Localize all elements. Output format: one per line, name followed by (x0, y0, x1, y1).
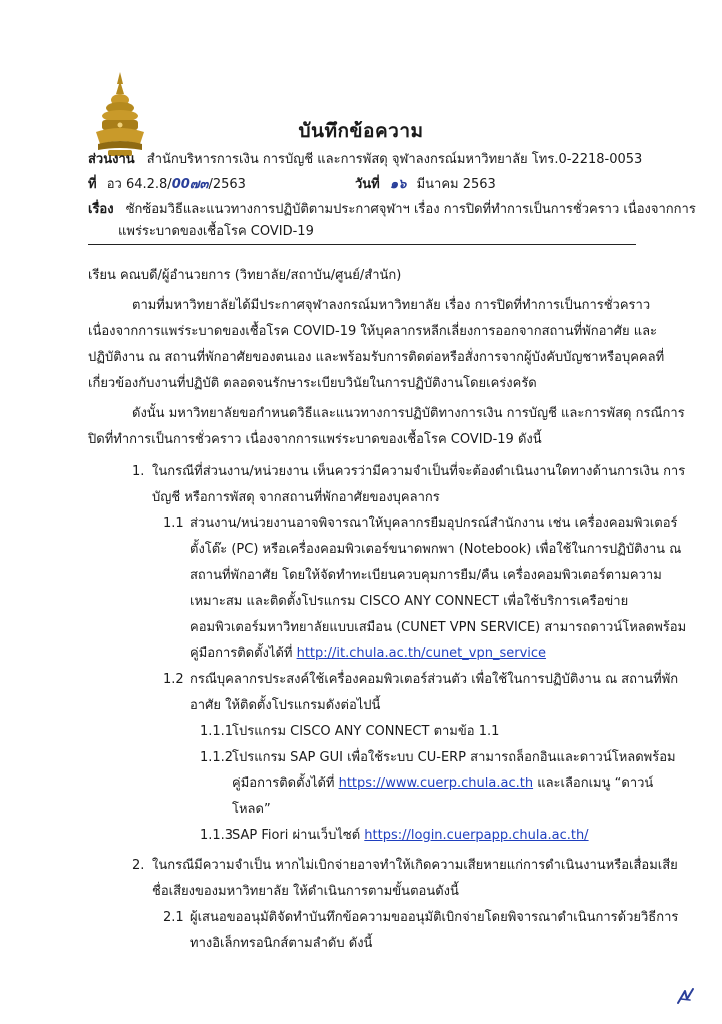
para1-line: เกี่ยวข้องกับงานที่ปฏิบัติ ตลอดจนรักษาระเบียบวินัยในการปฏิบัติงานโดยเคร่งครัด (88, 376, 537, 391)
item1-1-line: เหมาะสม และติดตั้งโปรแกรม CISCO ANY CONNECT เพื่อใช้บริการเครือข่าย (190, 594, 629, 609)
item1-2-number: 1.2 (163, 672, 184, 687)
item2-number: 2. (132, 858, 145, 873)
para2-line: ดังนั้น มหาวิทยาลัยขอกำหนดวิธีและแนวทางการปฏิบัติทางการเงิน การบัญชี และการพัสดุ กรณีการ (132, 406, 685, 421)
subject-label: เรื่อง (88, 202, 114, 217)
header-divider (88, 244, 636, 245)
unit-value: สำนักบริหารการเงิน การบัญชี และการพัสดุ จุฬาลงกรณ์มหาวิทยาลัย โทร.0-2218-0053 (146, 152, 643, 167)
date-value: มีนาคม 2563 (416, 177, 496, 192)
date-row (355, 175, 496, 195)
para2-line: ปิดที่ทำการเป็นการชั่วคราว เนื่องจากการแพร่ระบาดของเชื้อโรค COVID-19 ดังนี้ (88, 432, 542, 447)
item1-1-2-number: 1.1.2 (200, 750, 234, 765)
ref-prefix: อว 64.2.8/ (106, 177, 172, 192)
para1-line: ตามที่มหาวิทยาลัยได้มีประกาศจุฬาลงกรณ์มหาวิทยาลัย เรื่อง การปิดที่ทำการเป็นการชั่วคราว (132, 298, 651, 313)
cuerpapp-link[interactable]: https://login.cuerpapp.chula.ac.th/ (364, 828, 589, 843)
item1-1-number: 1.1 (163, 516, 184, 531)
para1-line: ปฏิบัติงาน ณ สถานที่พักอาศัยของตนเอง และพร้อมรับการติดต่อหรือสั่งการจากผู้บังคับบัญชาหรือบุคคลที่ (88, 350, 665, 365)
memo-title: บันทึกข้อความ (298, 120, 424, 142)
item1-1-line: ส่วนงาน/หน่วยงานอาจพิจารณาให้บุคลากรยืมอุปกรณ์สำนักงาน เช่น เครื่องคอมพิวเตอร์ (190, 516, 678, 531)
item1-1-2-line: โหลด” (232, 802, 271, 817)
cuerp-link[interactable]: https://www.cuerp.chula.ac.th (338, 776, 534, 791)
item1-1-line: ตั้งโต๊ะ (PC) หรือเครื่องคอมพิวเตอร์ขนาดพกพา (Notebook) เพื่อใช้ในการปฏิบัติงาน ณ (190, 542, 682, 557)
handwritten-initial-icon (675, 985, 697, 1007)
item1-2-line: อาศัย ให้ติดตั้งโปรแกรมดังต่อไปนี้ (190, 698, 381, 713)
salutation: เรียน คณบดี/ผู้อำนวยการ (วิทยาลัย/สถาบัน/ศูนย์/สำนัก) (88, 268, 402, 283)
item1-1-last-line (190, 644, 546, 664)
subject-line-2: แพร่ระบาดของเชื้อโรค COVID-19 (118, 224, 314, 239)
item2-1-line: ทางอิเล็กทรอนิกส์ตามลำดับ ดังนี้ (190, 936, 373, 951)
item2-1-number: 2.1 (163, 910, 184, 925)
date-handwritten-day: ๑๖ (389, 177, 407, 192)
item1-1-1-text: โปรแกรม CISCO ANY CONNECT ตามข้อ 1.1 (232, 724, 500, 739)
item1-1-3-prefix: SAP Fiori ผ่านเว็บไซต์ (232, 828, 365, 843)
item1-1-3-line (232, 826, 589, 846)
item1-line: บัญชี หรือการพัสดุ จากสถานที่พักอาศัยของบุคลากร (152, 490, 440, 505)
unit-label: ส่วนงาน (88, 152, 135, 167)
item1-2-line: กรณีบุคลากรประสงค์ใช้เครื่องคอมพิวเตอร์ส่วนตัว เพื่อใช้ในการปฏิบัติงาน ณ สถานที่พัก (190, 672, 679, 687)
item1-1-line: คอมพิวเตอร์มหาวิทยาลัยแบบเสมือน (CUNET VPN SERVICE) สามารถดาวน์โหลดพร้อม (190, 620, 687, 635)
item2-line: ในกรณีมีความจำเป็น หากไม่เบิกจ่ายอาจทำให้เกิดความเสียหายแก่การดำเนินงานหรือเสื่อมเสีย (152, 858, 678, 873)
ref-suffix: /2563 (208, 177, 246, 192)
ref-row (88, 175, 246, 195)
para1-line: เนื่องจากการแพร่ระบาดของเชื้อโรค COVID-19 ให้บุคลากรหลีกเลี่ยงการออกจากสถานที่พักอาศัย และ (88, 324, 658, 339)
item1-1-1-number: 1.1.1 (200, 724, 234, 739)
cunet-vpn-link[interactable]: http://it.chula.ac.th/cunet_vpn_service (296, 646, 547, 661)
unit-row (88, 150, 642, 170)
item1-1-2-link-prefix: คู่มือการติดตั้งได้ที่ (232, 776, 339, 791)
item1-line: ในกรณีที่ส่วนงาน/หน่วยงาน เห็นควรว่ามีความจำเป็นที่จะต้องดำเนินงานใดทางด้านการเงิน การ (152, 464, 686, 479)
item1-1-2-link-line (232, 774, 653, 794)
item1-1-3-number: 1.1.3 (200, 828, 234, 843)
date-label: วันที่ (355, 177, 380, 192)
item1-1-2-line: โปรแกรม SAP GUI เพื่อใช้ระบบ CU-ERP สามารถล็อกอินและดาวน์โหลดพร้อม (232, 750, 676, 765)
subject-line-1: ซักซ้อมวิธีและแนวทางการปฏิบัติตามประกาศจุฬาฯ เรื่อง การปิดที่ทำการเป็นการชั่วคราว เนื่องจากการ (125, 202, 696, 217)
item1-1-line: สถานที่พักอาศัย โดยให้จัดทำทะเบียนควบคุมการยืม/คืน เครื่องคอมพิวเตอร์ตามความ (190, 568, 662, 583)
university-emblem-icon (88, 70, 152, 160)
ref-handwritten-number: 00๗๓ (171, 177, 209, 192)
ref-label: ที่ (88, 177, 97, 192)
item1-1-link-prefix: คู่มือการติดตั้งได้ที่ (190, 646, 297, 661)
item1-number: 1. (132, 464, 145, 479)
item1-1-2-link-suffix: และเลือกเมนู “ดาวน์ (533, 776, 654, 791)
subject-row (88, 200, 696, 220)
item2-line: ชื่อเสียงของมหาวิทยาลัย ให้ดำเนินการตามขั้นตอนดังนี้ (152, 884, 459, 899)
item2-1-line: ผู้เสนอขออนุมัติจัดทำบันทึกข้อความขออนุมัติเบิกจ่ายโดยพิจารณาดำเนินการด้วยวิธีการ (190, 910, 679, 925)
